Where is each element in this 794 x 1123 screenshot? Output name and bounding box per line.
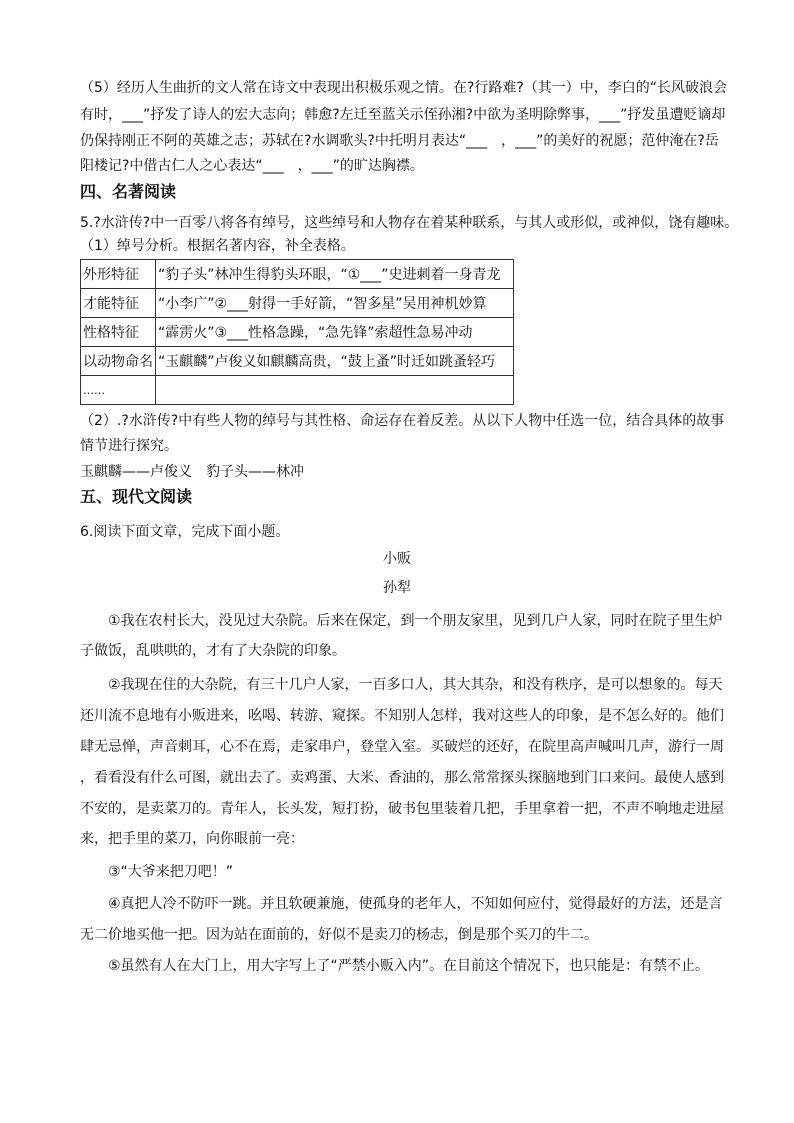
table-row: [81, 318, 514, 347]
table-row: [81, 289, 514, 318]
classics-q2-line-1: （2）.?水浒传?中有些人物的绰号与其性格、命运存在着反差。从以下人物中任选一位，结合具体的故事: [80, 413, 725, 429]
poetry-question-line-3: 仍保持刚正不阿的英雄之志；苏轼在?水调歌头?中托明月表达“___ ，___”的美好的祝愿；范仲淹在?岳: [80, 133, 719, 149]
table-row: [81, 347, 514, 376]
classics-q2-options: 玉麒麟——卢俊义 豹子头——林冲: [80, 464, 304, 480]
paragraph-2-line-6: 来，把手里的菜刀，向你眼前一亮：: [80, 831, 304, 847]
article-author: 孙犁: [383, 580, 411, 596]
paragraph-1-line-2: 子做饭，乱哄哄的，才有了大杂院的印象。: [80, 643, 346, 659]
nickname-table: [80, 259, 514, 405]
poetry-question-line-4: 阳楼记?中借古仁人之心表达“___ ，___”的旷达胸襟。: [80, 158, 424, 174]
table-cell-content: “玉麒麟”卢俊义如麒麟高贵，“鼓上蚤”时迁如跳蚤轻巧: [156, 347, 514, 376]
table-row: [81, 376, 514, 405]
paragraph-5-line-1: ⑤虽然有人在大门上，用大字写上了“严禁小贩入内”。在目前这个情况下，也只能是：有禁不止。: [108, 958, 710, 974]
classics-intro-line-2: （1）绰号分析。根据名著内容，补全表格。: [80, 238, 355, 254]
paragraph-2-line-3: 肆无忌惮，声音刺耳，心不在焉，走家串户，登堂入室。买破烂的还好，在院里高声喊叫几声，游行一周: [80, 739, 724, 755]
classics-intro-line-1: 5.?水浒传?中一百零八将各有绰号，这些绰号和人物存在着某种联系，与其人或形似，或神似，饶有趣味。: [80, 215, 739, 231]
reading-intro: 6.阅读下面文章，完成下面小题。: [80, 524, 290, 540]
table-cell-category: 以动物命名: [81, 347, 156, 376]
paragraph-3-line-1: ③“大爷来把刀吧！”: [108, 864, 234, 880]
poetry-question-line-2: 有时，___”抒发了诗人的宏大志向；韩愈?左迁至蓝关示侄孙湘?中欲为圣明除弊事，___”抒发虽遭贬谪却: [80, 107, 726, 123]
table-cell-category: 才能特征: [81, 289, 156, 318]
poetry-question-line-1: （5）经历人生曲折的文人常在诗文中表现出积极乐观之情。在?行路难?（其一）中，李白的“长风破浪会: [80, 80, 728, 96]
section-heading-classics: 四、名著阅读: [80, 182, 177, 201]
table-cell-content: [156, 376, 514, 405]
paragraph-2-line-5: 不安的，是卖菜刀的。青年人，长头发，短打扮，破书包里装着几把，手里拿着一把，不声不响地走进屋: [80, 801, 724, 817]
article-title: 小贩: [383, 551, 411, 567]
paragraph-4-line-1: ④真把人冷不防吓一跳。并且软硬兼施，使孤身的老年人，不知如何应付，觉得最好的方法，还是言: [108, 896, 723, 912]
table-cell-content: “霹雳火”③___性格急躁，“急先锋”索超性急易冲动: [156, 318, 514, 347]
paragraph-4-line-2: 无二价地买他一把。因为站在面前的，好似不是卖刀的杨志，倒是那个买刀的牛二。: [80, 927, 598, 943]
classics-q2-line-2: 情节进行探究。: [80, 438, 178, 454]
table-cell-content: “豹子头”林冲生得豹头环眼，“①___”史进刺着一身青龙: [156, 260, 514, 289]
paragraph-2-line-1: ②我现在住的大杂院，有三十几户人家，一百多口人，其大其杂，和没有秩序，是可以想象的。每天: [108, 677, 723, 693]
paragraph-2-line-4: ，看看没有什么可图，就出去了。卖鸡蛋、大米、香油的，那么常常探头探脑地到门口来问。最使人感到: [80, 770, 724, 786]
paragraph-2-line-2: 还川流不息地有小贩进来，吆喝、转游、窥探。不知别人怎样，我对这些人的印象，是不怎么好的。他们: [80, 708, 724, 724]
table-row: [81, 260, 514, 289]
paragraph-1-line-1: ①我在农村长大，没见过大杂院。后来在保定，到一个朋友家里，见到几户人家，同时在院子里生炉: [108, 613, 723, 629]
table-cell-content: “小李广”②___射得一手好箭，“智多星”吴用神机妙算: [156, 289, 514, 318]
table-cell-category: ……: [81, 376, 156, 405]
section-heading-modern-reading: 五、现代文阅读: [80, 487, 193, 506]
table-cell-category: 外形特征: [81, 260, 156, 289]
table-cell-category: 性格特征: [81, 318, 156, 347]
